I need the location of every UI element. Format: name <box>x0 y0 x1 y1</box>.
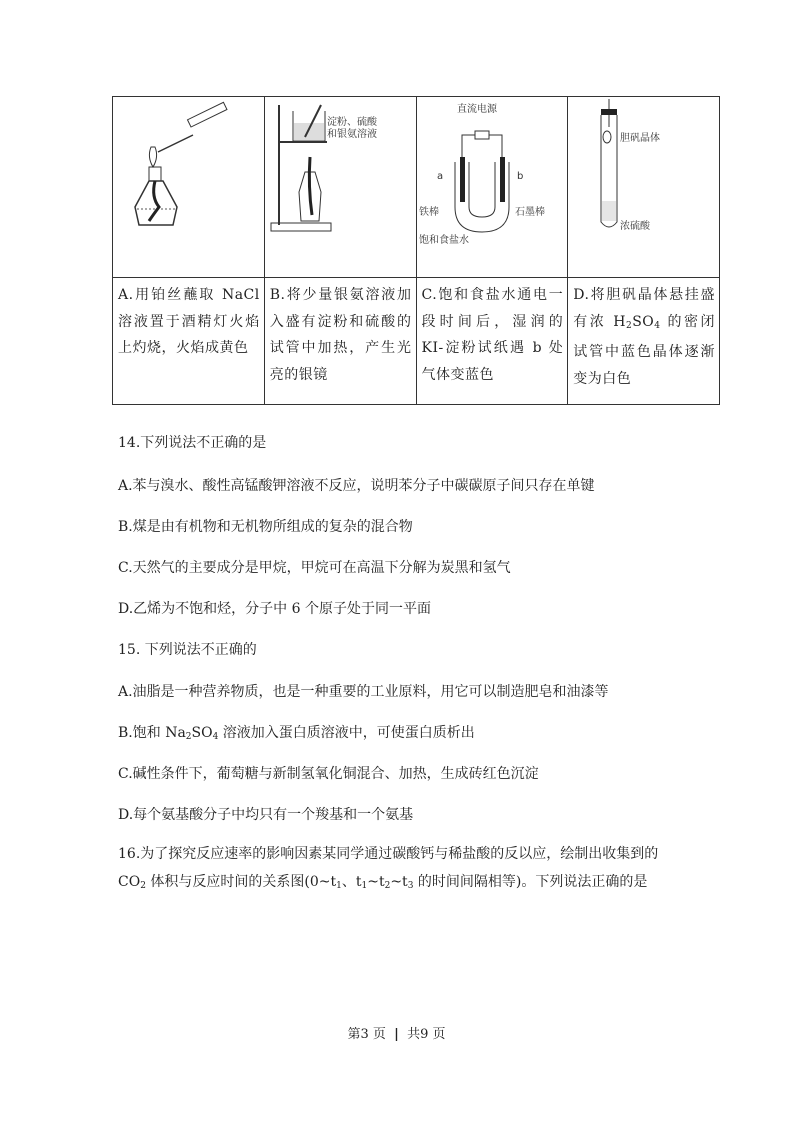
subscript: 2 <box>625 320 633 331</box>
text-seg: B.饱和 Na <box>118 725 186 741</box>
label-dc-power: 直流电源 <box>456 104 497 115</box>
text-seg: D.将胆矾晶体悬挂盛有浓 H <box>573 287 715 330</box>
q14-option-b: B.煤是由有机物和无机物所组成的复杂的混合物 <box>118 519 413 535</box>
option-d-text <box>568 278 720 405</box>
subscript: 3 <box>407 881 414 891</box>
subscript: 4 <box>654 320 661 331</box>
text-seg: 溶液加入蛋白质溶液中，可使蛋白质析出 <box>218 725 475 741</box>
q14-stem: 14.下列说法不正确的是 <box>118 435 267 451</box>
q14-option-d: D.乙烯为不饱和烃，分子中 6 个原子处于同一平面 <box>118 601 431 617</box>
subscript: 1 <box>336 881 342 891</box>
label-silver-ammonia: 和银氨溶液 <box>326 129 377 140</box>
separator: | <box>394 1027 399 1042</box>
page-number: 第3 页 <box>347 1027 386 1042</box>
label-conc-sulfuric-acid: 浓硫酸 <box>620 221 651 232</box>
q15-stem: 15. 下列说法不正确的 <box>118 642 257 658</box>
text-seg: 的时间间隔相等)。下列说法正确的是 <box>413 874 648 890</box>
label-iron-rod: 铁棒 <box>418 207 439 218</box>
page-footer <box>0 1023 793 1042</box>
text-seg: ~t <box>367 874 385 890</box>
q14-option-c: C.天然气的主要成分是甲烷，甲烷可在高温下分解为炭黑和氢气 <box>118 560 511 576</box>
q16-stem-line1: 16.为了探究反应速率的影响因素某同学通过碳酸钙与稀盐酸的反以应，绘制出收集到的 <box>118 846 659 862</box>
u-tube-electrolysis-figure <box>417 97 567 273</box>
q14-option-a: A.苯与溴水、酸性高锰酸钾溶液不反应，说明苯分子中碳碳原子间只存在单键 <box>118 478 595 494</box>
label-starch-sulfuric: 淀粉、硫酸 <box>326 117 377 128</box>
subscript: 4 <box>212 732 219 742</box>
q15-option-b <box>118 722 475 742</box>
label-blue-vitriol: 胆矾晶体 <box>620 133 661 144</box>
text-seg: SO <box>632 313 655 330</box>
label-b: b <box>516 171 523 182</box>
text-seg: 的密闭试管中蓝色晶体逐渐变为白色 <box>573 313 715 387</box>
figure-a-flame-test <box>113 97 265 278</box>
option-c-text: C.饱和食盐水通电一段时间后，湿润的 KI-淀粉试纸遇 b 处气体变蓝色 <box>416 278 568 405</box>
experiment-table <box>112 96 720 405</box>
text-seg: CO <box>118 874 141 890</box>
option-a-text: A.用铂丝蘸取 NaCl 溶液置于酒精灯火焰上灼烧，火焰成黄色 <box>113 278 265 405</box>
text-seg: 、t <box>341 874 362 890</box>
option-b-text: B.将少量银氨溶液加入盛有淀粉和硫酸的试管中加热，产生光亮的银镜 <box>264 278 416 405</box>
figure-d-blue-vitriol <box>568 97 720 278</box>
subscript: 2 <box>185 732 192 742</box>
label-saturated-brine: 饱和食盐水 <box>418 235 469 246</box>
label-a: a <box>436 171 443 182</box>
subscript: 2 <box>384 881 391 891</box>
q16-stem-line2 <box>118 871 647 891</box>
text-seg: 体积与反应时间的关系图(0~t <box>145 874 337 890</box>
alcohol-lamp-platinum-wire-figure <box>113 97 263 273</box>
subscript: 1 <box>361 881 368 891</box>
subscript: 2 <box>140 881 146 891</box>
figure-b-silver-mirror <box>264 97 416 278</box>
label-graphite-rod: 石墨棒 <box>514 207 545 218</box>
test-tube-figure <box>568 97 718 273</box>
page-total: 共9 页 <box>407 1027 446 1042</box>
iron-stand-beaker-figure <box>265 97 415 273</box>
q15-option-d: D.每个氨基酸分子中均只有一个羧基和一个氨基 <box>118 807 414 823</box>
figure-c-electrolysis <box>416 97 568 278</box>
text-seg: ~t <box>390 874 408 890</box>
q15-option-a: A.油脂是一种营养物质，也是一种重要的工业原料，用它可以制造肥皂和油漆等 <box>118 684 609 700</box>
q15-option-c: C.碱性条件下，葡萄糖与新制氢氧化铜混合、加热，生成砖红色沉淀 <box>118 766 539 782</box>
text-seg: SO <box>191 725 213 741</box>
